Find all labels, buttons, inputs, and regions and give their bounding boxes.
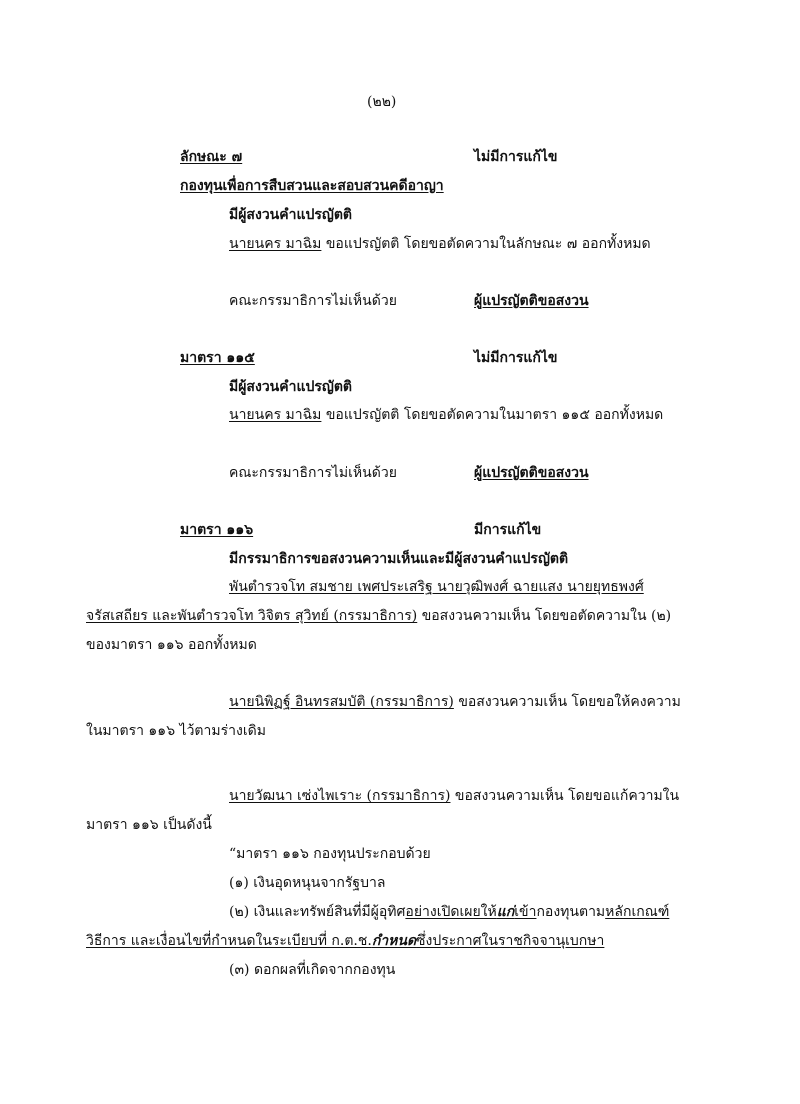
s116-p2-line1 <box>229 692 681 712</box>
s116-p1-text-line2: ขอสงวนความเห็น โดยขอตัดความใน (๒) <box>417 608 672 624</box>
ch7-committee-note: คณะกรรมาธิการไม่เห็นด้วย <box>229 293 397 309</box>
s116-p3-text-line1: ขอสงวนความเห็น โดยขอแก้ความใน <box>450 788 680 804</box>
s116-p2-text-line1: ขอสงวนความเห็น โดยขอให้คงความ <box>453 694 681 710</box>
s116-p1-text-line3: ของมาตรา ๑๑๖ ออกทั้งหมด <box>86 637 257 653</box>
q-item2-c: แก่ <box>496 904 515 920</box>
s116-p2-name: นายนิพิฏฐ์ อินทรสมบัติ (กรรมาธิการ) <box>229 694 454 710</box>
ch7-title: กองทุนเพื่อการสืบสวนและสอบสวนคดีอาญา <box>180 178 444 194</box>
q-item2-a: (๒) เงินและทรัพย์สินที่มีผู้อุทิศ <box>229 904 406 920</box>
s116-heading: มาตรา ๑๑๖ <box>180 522 254 538</box>
s116-p1-names-line1: พันตำรวจโท สมชาย เพศประเสริฐ นายวุฒิพงศ์ ฉายแสง นายยุทธพงศ์ <box>229 579 644 595</box>
s116-p1-line2 <box>86 606 671 626</box>
s115-reserver-line <box>229 405 663 425</box>
q-item2-h: กำหนด <box>371 933 417 949</box>
q-item2-e: กองทุนตาม <box>536 904 606 920</box>
s116-quote-item3: (๓) ดอกผลที่เกิดจากกองทุน <box>229 962 396 978</box>
s116-p3-line1 <box>229 786 679 806</box>
s116-p2-text-line2: ในมาตรา ๑๑๖ ไว้ตามร่างเดิม <box>86 723 266 739</box>
s116-reserve-heading: มีกรรมาธิการขอสงวนความเห็นและมีผู้สงวนคำแปรญัตติ <box>229 551 569 567</box>
ch7-reserver-line <box>229 234 651 254</box>
q-item2-i: ซึ่งประกาศในราชกิจจานุเบกษา <box>416 933 605 949</box>
s115-heading: มาตรา ๑๑๕ <box>180 350 255 366</box>
s116-quote-item1: (๑) เงินอุดหนุนจากรัฐบาล <box>229 875 386 891</box>
s115-status: ไม่มีการแก้ไข <box>474 350 558 366</box>
q-item2-f: หลักเกณฑ์ <box>605 904 670 920</box>
q-item2-d: เข้า <box>514 904 537 920</box>
ch7-reserver-label: ผู้แปรญัตติขอสงวน <box>474 293 589 309</box>
ch7-reserver-name: นายนคร มาฉิม <box>229 236 322 252</box>
s115-reserver-text: ขอแปรญัตติ โดยขอตัดความในมาตรา ๑๑๕ ออกทั้งหมด <box>321 407 664 423</box>
ch7-status: ไม่มีการแก้ไข <box>474 149 558 165</box>
s115-reserve-heading: มีผู้สงวนคำแปรญัตติ <box>229 379 353 395</box>
s116-p3-name: นายวัฒนา เซ่งไพเราะ (กรรมาธิการ) <box>229 788 451 804</box>
q-item2-g: วิธีการ และเงื่อนไขที่กำหนดในระเบียบที่ ก.ต.ช. <box>86 933 372 949</box>
page-number: (๒๒) <box>367 94 397 110</box>
s115-committee-note: คณะกรรมาธิการไม่เห็นด้วย <box>229 465 397 481</box>
s115-reserver-label: ผู้แปรญัตติขอสงวน <box>474 465 589 481</box>
q-item2-b: อย่างเปิดเผยให้ <box>405 904 497 920</box>
s116-p3-text-line2: มาตรา ๑๑๖ เป็นดังนี้ <box>86 817 212 833</box>
s116-quote-intro: “มาตรา ๑๑๖ กองทุนประกอบด้วย <box>229 846 431 862</box>
ch7-heading: ลักษณะ ๗ <box>180 149 243 165</box>
s115-reserver-name: นายนคร มาฉิม <box>229 407 322 423</box>
s116-status: มีการแก้ไข <box>474 522 542 538</box>
s116-quote-item2-line1 <box>229 902 669 922</box>
ch7-reserve-heading: มีผู้สงวนคำแปรญัตติ <box>229 207 353 223</box>
s116-quote-item2-line2 <box>86 931 604 951</box>
ch7-reserver-text: ขอแปรญัตติ โดยขอตัดความในลักษณะ ๗ ออกทั้งหมด <box>321 236 651 252</box>
s116-p1-names-line2: จรัสเสถียร และพันตำรวจโท วิจิตร สุวิทย์ (กรรมาธิการ) <box>86 608 418 624</box>
